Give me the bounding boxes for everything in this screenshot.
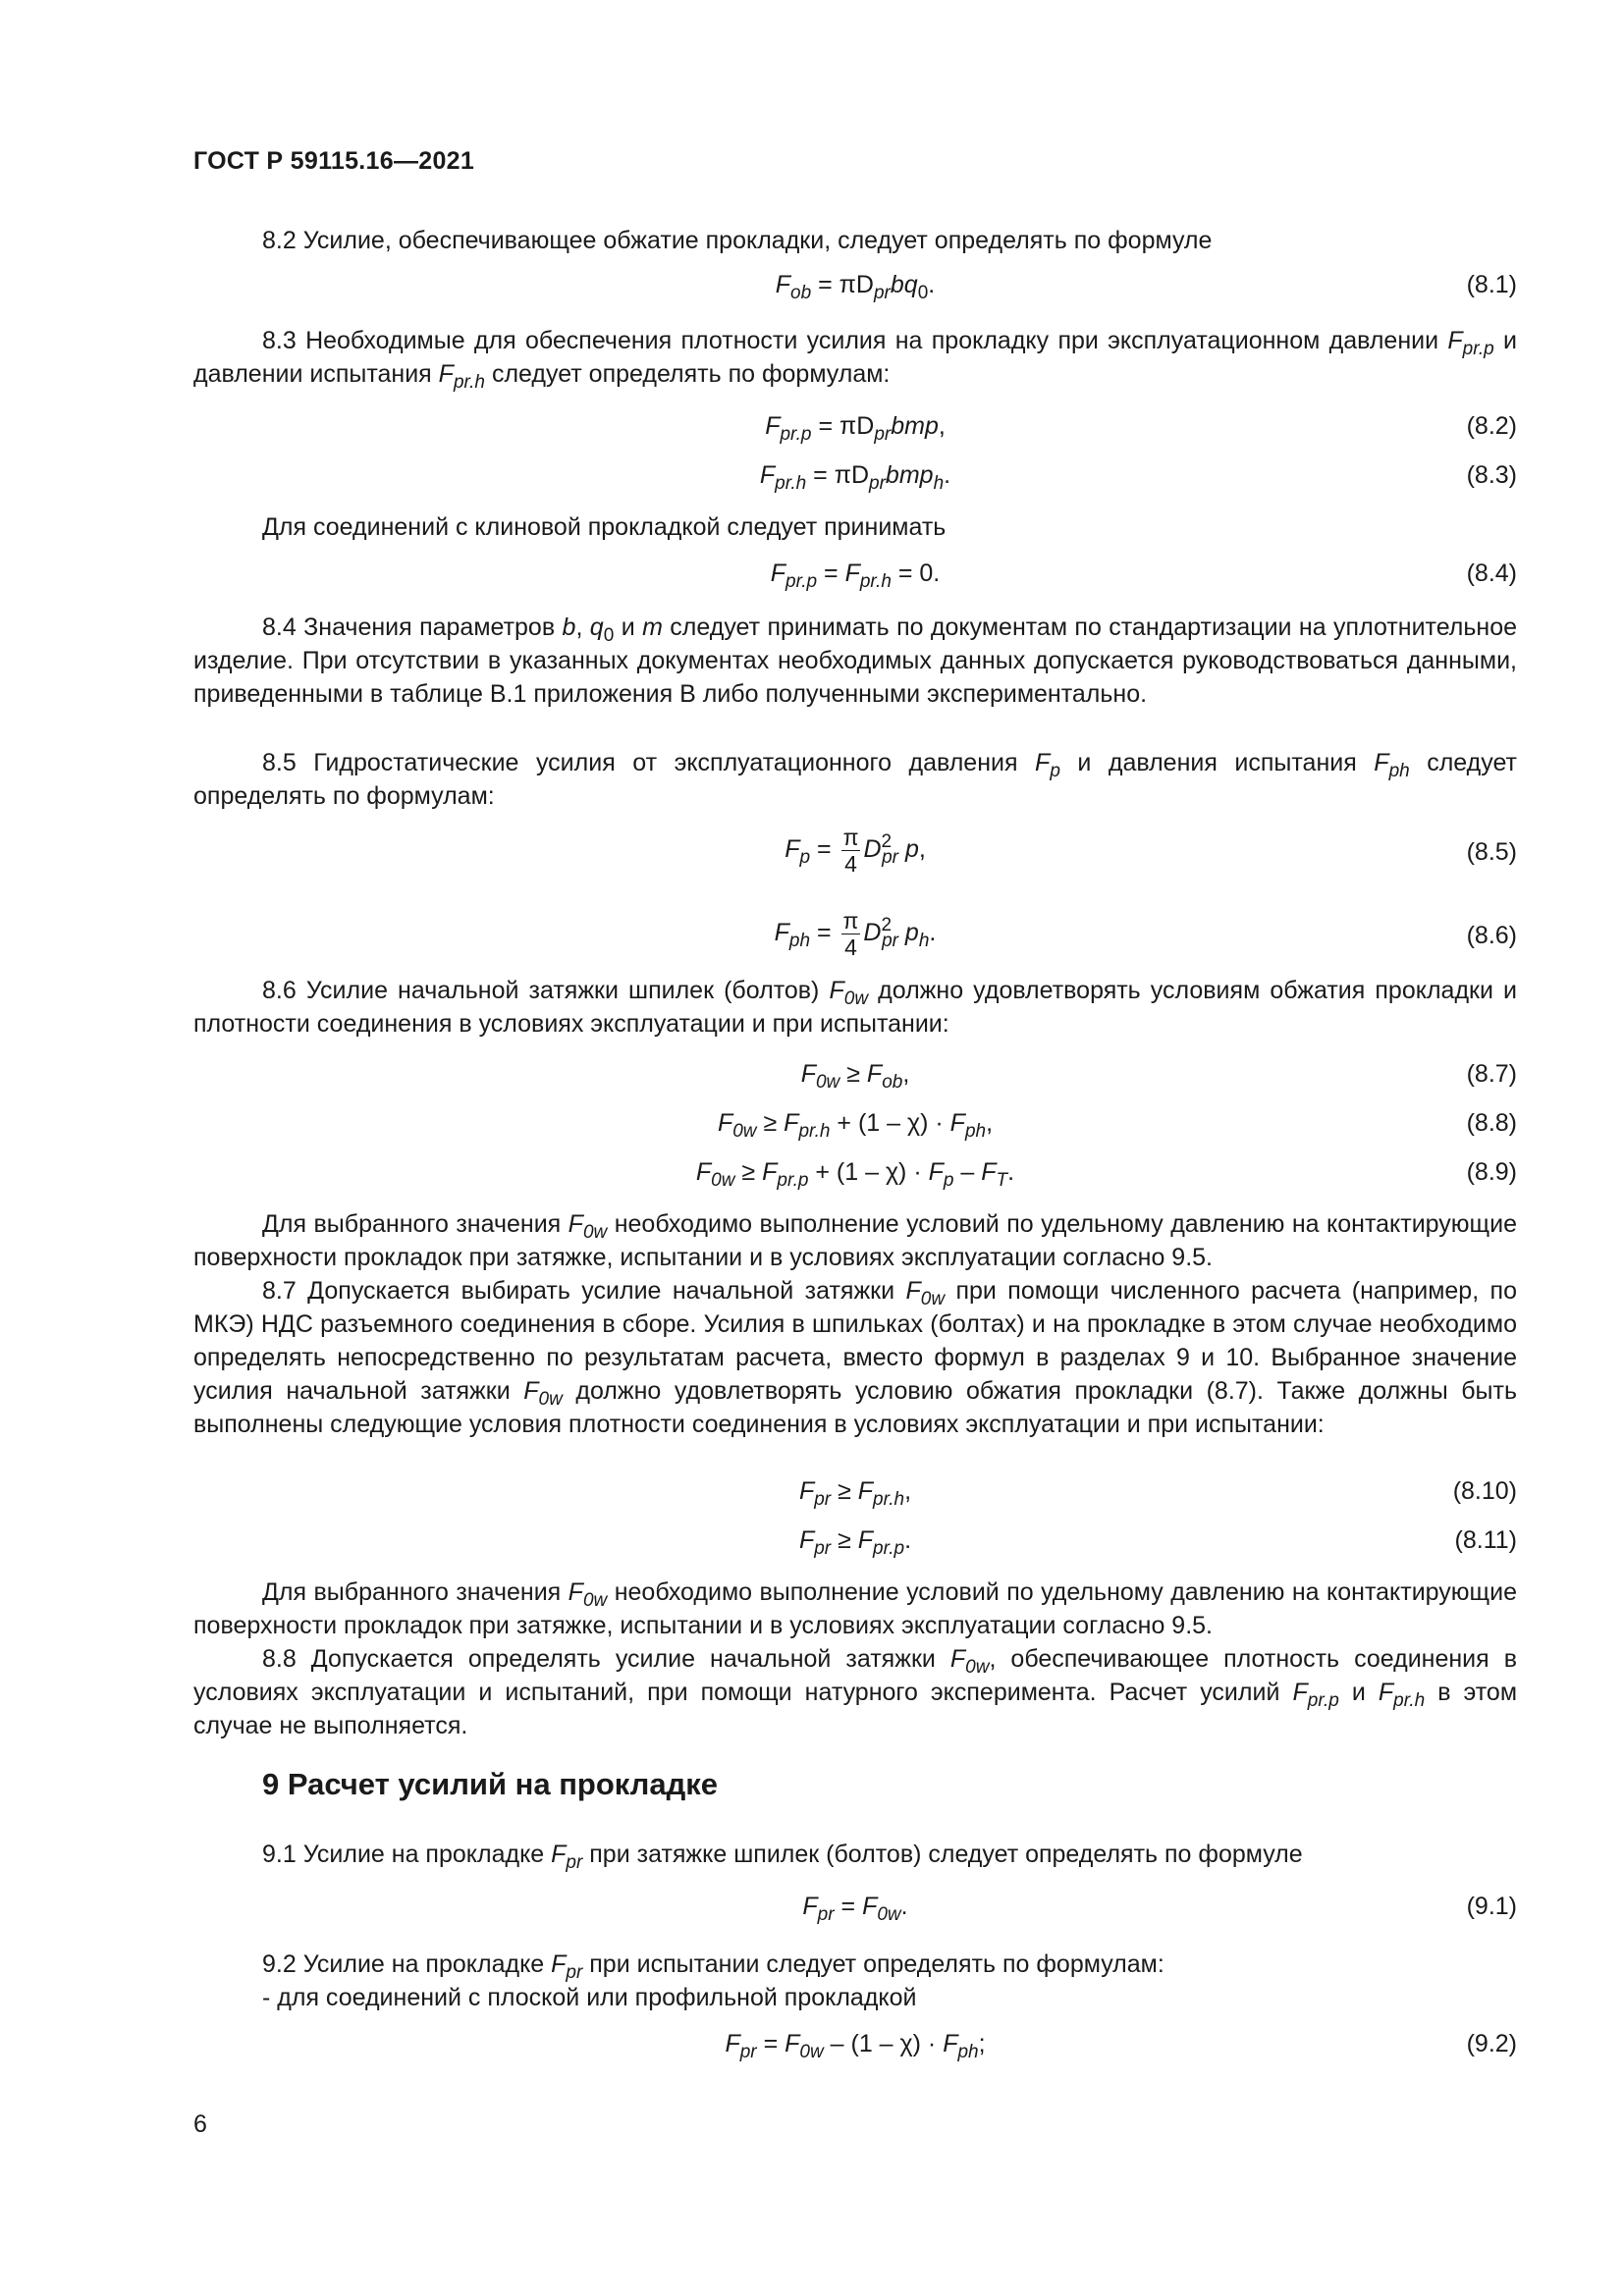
formula-number: (8.8): [1466, 1109, 1517, 1137]
formula-number: (8.6): [1466, 922, 1517, 949]
paragraph-8-6: 8.6 Усилие начальной затяжки шпилек (болтов) $F_{0w}$ должно удовлетворять условиям обжатия прокладки и плотности соединения в условиях эксплуатации и при испытании:: [193, 977, 1517, 1038]
formula-number: (9.1): [1466, 1893, 1517, 1920]
paragraph-8-3: 8.3 Необходимые для обеспечения плотности усилия на прокладку при эксплуатационном давлении $F_{pr.p}$ и давлении испытания $F_{pr.h}$ следует определять по формулам:: [193, 327, 1517, 393]
page-number: 6: [193, 2110, 207, 2138]
paragraph-selected-2: Для выбранного значения $F_{0w}$ необходимо выполнение условий по удельному давлению на контактирующие поверхности прокладок при затяжке, испытании и в условиях эксплуатации согласно 9.5.: [193, 1578, 1517, 1639]
formula-number: (8.4): [1466, 560, 1517, 587]
paragraph-8-5: 8.5 Гидростатические усилия от эксплуатационного давления $F_p$ и давления испытания $F_{ph}$ следует определять по формулам:: [193, 749, 1517, 810]
paragraph-wedge: Для соединений с клиновой прокладкой следует принимать: [262, 513, 947, 541]
formula-8-1: $F_{ob} = \pi D_{pr}bq_0$. (8.1): [775, 271, 1517, 303]
formula-8-2: $F_{pr.p} = \pi D_{pr}bmp$, (8.2): [765, 412, 1517, 445]
formula-8-9: $F_{0w} \ge F_{pr.p} + (1 - \chi) \cdot F_p - F_T$. (8.9): [695, 1158, 1517, 1191]
paragraph-9-2-dash: - для соединений с плоской или профильной прокладкой: [262, 1984, 917, 2011]
formula-9-2: $F_{pr} = F_{0w} - (1 - \chi) \cdot F_{ph}$; (9.2): [725, 2030, 1517, 2062]
formula-number: (8.3): [1466, 461, 1517, 489]
paragraph-8-8: 8.8 Допускается определять усилие начальной затяжки $F_{0w}$, обеспечивающее плотность соединения в условиях эксплуатации и испытаний, при помощи натурного эксперимента. Расчет усилий $F_{pr.p}$ и $F_{pr.h}$ в этом случае не выполняется.: [193, 1645, 1518, 1739]
formula-8-8: $F_{0w} \ge F_{pr.h} + (1 - \chi) \cdot F_{ph}$, (8.8): [717, 1109, 1517, 1142]
formula-8-4: $F_{pr.p} = F_{pr.h} = 0$. (8.4): [770, 560, 1517, 592]
formula-8-5: $F_p$ = $\frac{\pi}{4}$ $D^2_{pr}$ p, (8.5): [785, 825, 1517, 877]
paragraph-selected-1-text: Для выбранного значения $F_{0w}$ необходимо выполнение условий по удельному давлению на контактирующие поверхности прокладок при затяжке, испытании и в условиях эксплуатации согласно 9.5.: [193, 1210, 1517, 1271]
formula-number: (8.11): [1454, 1526, 1517, 1554]
section-9-heading: 9 Расчет усилий на прокладке: [262, 1767, 719, 1801]
formula-9-1: $F_{pr} = F_{0w}$. (9.1): [802, 1893, 1517, 1925]
formula-number: (8.9): [1466, 1158, 1517, 1186]
formula-number: (8.5): [1466, 838, 1517, 866]
formula-8-7: $F_{0w} \ge F_{ob}$, (8.7): [800, 1060, 1517, 1093]
formula-8-6: $F_{ph}$ = $\frac{\pi}{4}$ $D^2_{pr}$ $p_h$. (8.6): [774, 908, 1517, 960]
document-header: ГОСТ Р 59115.16—2021: [193, 147, 475, 175]
paragraph-8-7: 8.7 Допускается выбирать усилие начальной затяжки $F_{0w}$ при помощи численного расчета (например, по МКЭ) НДС разъемного соединения в сборе. Усилия в шпильках (болтах) и на прокладке в этом случае необходимо определять непосредственно по результатам расчета, вместо формул в разделах 9 и 10. Выбранное значение усилия начальной затяжки $F_{0w}$ должно удовлетворять условию обжатия прокладки (8.7). Также должны быть выполнены следующие условия плотности соединения в условиях эксплуатации и при испытании:: [193, 1277, 1517, 1438]
formula-number: (9.2): [1466, 2030, 1517, 2057]
paragraph-8-2: 8.2 Усилие, обеспечивающее обжатие прокладки, следует определять по формуле: [262, 227, 1213, 254]
formula-number: (8.7): [1466, 1060, 1517, 1088]
formula-8-11: $F_{pr} \ge F_{pr.p}$. (8.11): [798, 1526, 1517, 1559]
paragraph-8-4: 8.4 Значения параметров b, $q_0$ и m следует принимать по документам по стандартизации на уплотнительное изделие. При отсутствии в указанных документах необходимых данных допускается руководствоваться данными, приведенными в таблице В.1 приложения В либо полученными экспериментально.: [193, 614, 1517, 708]
formula-number: (8.2): [1466, 412, 1517, 440]
paragraph-9-1: 9.1 Усилие на прокладке $F_{pr}$ при затяжке шпилек (болтов) следует определять по формуле: [262, 1841, 1303, 1873]
formula-number: (8.10): [1452, 1477, 1517, 1505]
formula-number: (8.1): [1466, 271, 1517, 298]
paragraph-9-2: 9.2 Усилие на прокладке $F_{pr}$ при испытании следует определять по формулам:: [262, 1950, 1164, 1983]
formula-8-10: $F_{pr} \ge F_{pr.h}$, (8.10): [798, 1477, 1517, 1510]
formula-8-3: $F_{pr.h} = \pi D_{pr}bmp_h$. (8.3): [759, 461, 1517, 494]
